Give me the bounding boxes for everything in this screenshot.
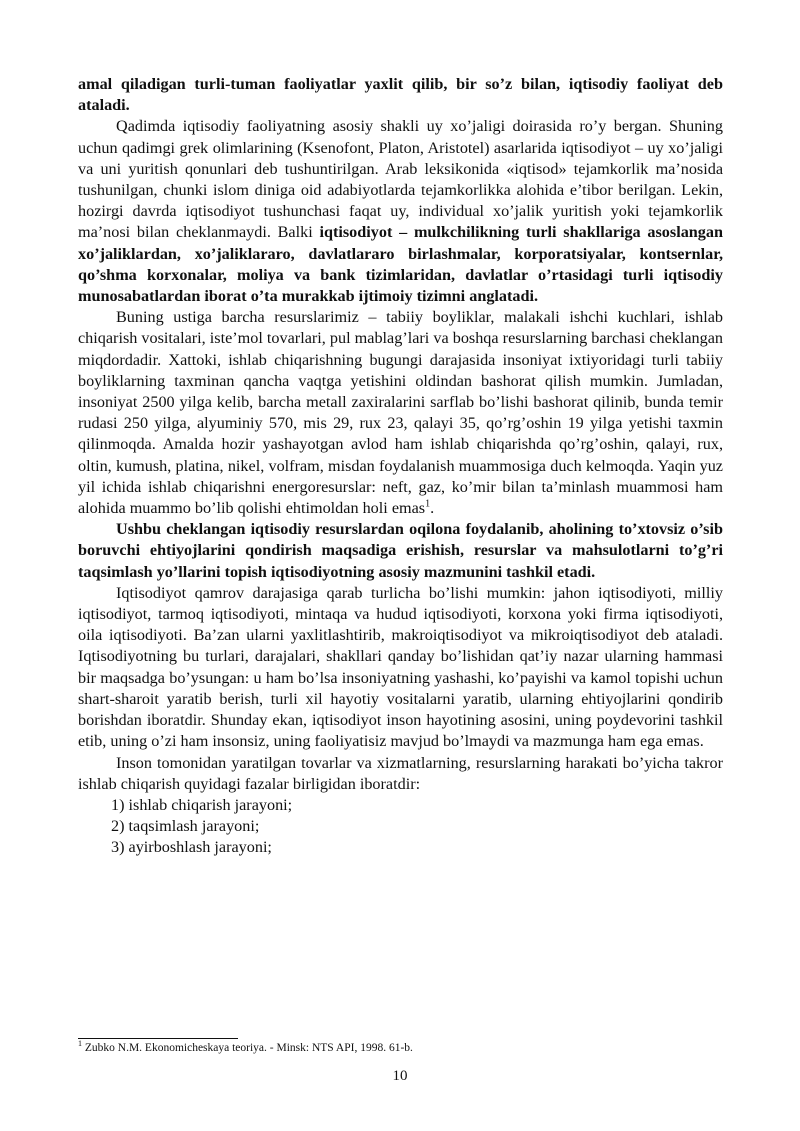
paragraph-2-text: Qadimda iqtisodiy faoliyatning asosiy shakli uy xo’jaligi doirasida ro’y bergan. Shuning uchun qadimgi grek olimlarining (Ksenofont, Platon, Aristotel) asarlarida iqtisodiyot – uy xo’jaligi va uni yuritish qonunlari deb tushuntirilgan. Arab leksikonida «iqtisod» tejamkorlik ma’nosida tushunilgan, chunki islom diniga oid adabiyotlarda tejamkorlikka alohida e’tibor berilgan. Lekin, hozirgi davrda iqtisodiyot tushunchasi faqat uy, individual xo’jalik yuritish yoki tejamkorlik ma’nosi bilan cheklanmaydi. Balki bbox=[78, 117, 723, 242]
paragraph-4 bbox=[78, 519, 723, 583]
paragraph-6 bbox=[78, 753, 723, 795]
list-item-1: 1) ishlab chiqarish jarayoni; bbox=[111, 795, 293, 814]
paragraph-5-text: Iqtisodiyot qamrov darajasiga qarab turlicha bo’lishi mumkin: jahon iqtisodiyoti, milliy iqtisodiyot, tarmoq iqtisodiyoti, mintaqa va hudud iqtisodiyoti, korxona yoki firma iqtisodiyoti, oila iqtisodiyoti. Ba’zan ularni yaxlitlashtirib, makroiqtisodiyot va mikroiqtisodiyot deb ataladi. Iqtisodiyotning bu turlari, darajalari, shakllari qanday bo’lishidan qat’iy nazar ularning hammasi bir maqsadga bo’ysungan: u ham bo’lsa insoniyatning yashashi, ko’payishi va kamol topishi uchun shart-sharoit yaratib berish, turli xil hayotiy vositalarni yaratib, ularning ehtiyojlarini qondirib borishdan iboratdir. Shunday ekan, iqtisodiyot inson hayotining asosini, uning poydevorini tashkil etib, uning o’zi ham insonsiz, uning faoliyatisiz mavjud bo’lmaydi va mazmunga ham ega emas. bbox=[78, 583, 723, 751]
footnote-mark: 1 bbox=[78, 1039, 82, 1049]
list-item-3: 3) ayirboshlash jarayoni; bbox=[111, 838, 272, 857]
footnote-divider bbox=[78, 1038, 238, 1039]
paragraph-5 bbox=[78, 583, 723, 753]
paragraph-3 bbox=[78, 307, 723, 519]
page-body bbox=[78, 74, 723, 859]
footnote-reference: 1 bbox=[425, 498, 431, 510]
page-number: 10 bbox=[392, 1068, 408, 1084]
footnote bbox=[78, 1041, 723, 1055]
paragraph-4-bold: Ushbu cheklangan iqtisodiy resurslardan oqilona foydalanib, aholining to’xtovsiz o’sib boruvchi ehtiyojlarini qondirish maqsadiga erishish, resurslar va mahsulotlarni to’g’ri taqsimlash yo’llarini topish iqtisodiyotning asosiy mazmunini tashkil etadi. bbox=[78, 520, 723, 581]
paragraph-2-bold: iqtisodiyot – mulkchilikning turli shakllariga asoslangan xo’jaliklardan, xo’jaliklararo, davlatlararo birlashmalar, korporatsiyalar, kontsernlar, qo’shma korxonalar, moliya va bank tizimlaridan, davlatlar o’rtasidagi turli iqtisodiy munosabatlardan iborat o’ta murakkab ijtimoiy tizimni anglatadi. bbox=[78, 223, 723, 306]
paragraph-1-bold: amal qiladigan turli-tuman faoliyatlar yaxlit qilib, bir so’z bilan, iqtisodiy faoliyat deb ataladi. bbox=[78, 75, 723, 115]
paragraph-3-end: . bbox=[430, 499, 435, 518]
paragraph-2 bbox=[78, 116, 723, 307]
paragraph-3-text: Buning ustiga barcha resurslarimiz – tabiiy boyliklar, malakali ishchi kuchlari, ishlab chiqarish vositalari, iste’mol tovarlari, pul mablag’lari va boshqa resurslarning barchasi cheklangan miqdordadir. Xattoki, ishlab chiqarishning bugungi darajasida insoniyat ixtiyoridagi turli tabiiy boyliklarning taxminan qancha vaqtga yetishini oldindan bashorat qilish mumkin. Jumladan, insoniyat 2500 yilga kelib, barcha metall zaxiralarini sarflab bo’lishi bashorat qilinib, bunda temir rudasi 250 yilga, alyuminiy 570, mis 29, rux 23, qalayi 35, qo’rg’oshin 19 yilga yetishi taxmin qilinmoqda. Amalda hozir yashayotgan avlod ham ishlab chiqarishda qo’rg’oshin, qalayi, rux, oltin, kumush, platina, nikel, volfram, misdan foydalanish muammosiga duch kelmoqda. Yaqin yuz yil ichida ishlab chiqarishni energoresurslar: neft, gaz, ko’mir bilan ta’minlash muammosi ham alohida muammo bo’lib qolishi ehtimoldan holi emas bbox=[78, 308, 723, 518]
paragraph-1 bbox=[78, 74, 723, 116]
list-item-2: 2) taqsimlash jarayoni; bbox=[111, 817, 260, 836]
footnote-text: Zubko N.M. Ekonomicheskaya teoriya. - Minsk: NTS API, 1998. 61-b. bbox=[82, 1042, 413, 1054]
paragraph-6-text: Inson tomonidan yaratilgan tovarlar va xizmatlarning, resurslarning harakati bo’yicha takror ishlab chiqarish quyidagi fazalar birligidan iboratdir: bbox=[78, 753, 723, 793]
